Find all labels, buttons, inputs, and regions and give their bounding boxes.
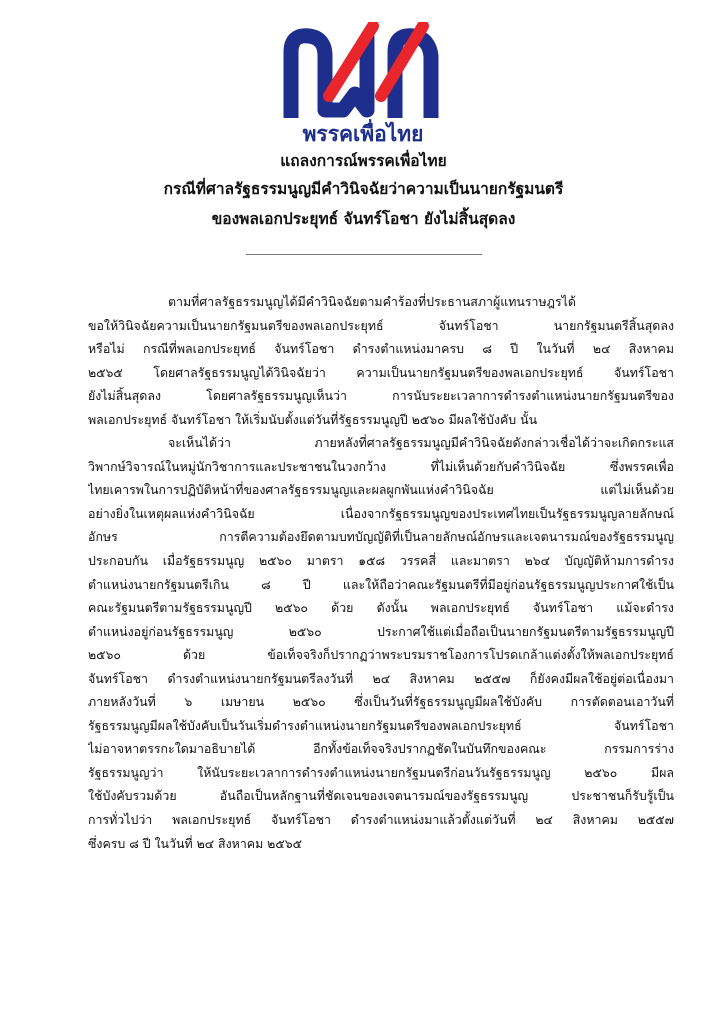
- body-line: อย่างยิ่งในเหตุผลแห่งคำวินิจฉัย เนื่องจากรัฐธรรมนูญของประเทศไทยเป็นรัฐธรรมนูญลายลักษณ์: [88, 505, 674, 521]
- party-name: พรรคเพื่อไทย: [302, 122, 424, 146]
- body-line: ไทยเคารพในการปฏิบัติหน้าที่ของศาลรัฐธรรมนูญและผลผูกพันแห่งคำวินิจฉัย แต่ไม่เห็นด้วย: [88, 482, 674, 498]
- body-line: การทั่วไปว่า พลเอกประยุทธ์ จันทร์โอชา ดำรงตำแหน่งมาแล้วตั้งแต่วันที่ ๒๔ สิงหาคม ๒๕๕๗: [88, 812, 674, 828]
- body-line: คณะรัฐมนตรีตามรัฐธรรมนูญปี ๒๕๖๐ ด้วย ดังนั้น พลเอกประยุทธ์ จันทร์โอชา แม้จะดำรง: [88, 600, 674, 616]
- body-line: หรือไม่ กรณีที่พลเอกประยุทธ์ จันทร์โอชา ดำรงตำแหน่งมาครบ ๘ ปี ในวันที่ ๒๔ สิงหาคม: [88, 341, 674, 357]
- body-line: ซึ่งครบ ๘ ปี ในวันที่ ๒๔ สิงหาคม ๒๕๖๕: [88, 835, 302, 851]
- body-line: ตำแหน่งอยู่ก่อนรัฐธรรมนูญ ๒๕๖๐ ประกาศใช้แต่เมื่อถือเป็นนายกรัฐมนตรีตามรัฐธรรมนูญปี: [88, 623, 674, 639]
- statement-subtitle-line-1: กรณีที่ศาลรัฐธรรมนูญมีคำวินิจฉัยว่าความเป็นนายกรัฐมนตรี: [163, 180, 564, 198]
- body-line: อักษร การตีความต้องยึดตามบทบัญญัติที่เป็นลายลักษณ์อักษรและเจตนารมณ์ของรัฐธรรมนูญ: [88, 529, 674, 545]
- divider: [246, 254, 482, 255]
- body-line: ๒๕๖๕ โดยศาลรัฐธรรมนูญได้วินิจฉัยว่า ความเป็นนายกรัฐมนตรีของพลเอกประยุทธ์ จันทร์โอชา: [88, 364, 674, 380]
- statement-body: [88, 290, 674, 855]
- body-line: พลเอกประยุทธ์ จันทร์โอชา ให้เริ่มนับตั้งแต่วันที่รัฐธรรมนูญปี ๒๕๖๐ มีผลใช้บังคับ นั้น: [88, 411, 538, 427]
- body-line: วิพากษ์วิจารณ์ในหมู่นักวิชาการและประชาชนในวงกว้าง ที่ไม่เห็นด้วยกับคำวินิจฉัย ซึ่งพรรคเพื่อ: [88, 458, 674, 474]
- body-line: รัฐธรรมนูญมีผลใช้บังคับเป็นวันเริ่มดำรงตำแหน่งนายกรัฐมนตรีของพลเอกประยุทธ์ จันทร์โอชา: [88, 717, 674, 733]
- body-line: ๒๕๖๐ ด้วย ข้อเท็จจริงก็ปรากฏว่าพระบรมราชโองการโปรดเกล้าแต่งตั้งให้พลเอกประยุทธ์: [88, 647, 674, 663]
- body-line: ประกอบกัน เมื่อรัฐธรรมนูญ ๒๕๖๐ มาตรา ๑๕๘ วรรคสี่ และมาตรา ๒๖๔ บัญญัติห้ามการดำรง: [88, 553, 674, 569]
- body-line: ตำแหน่งนายกรัฐมนตรีเกิน ๘ ปี และให้ถือว่าคณะรัฐมนตรีที่มีอยู่ก่อนรัฐธรรมนูญประกาศใช้เป็น: [88, 576, 674, 592]
- statement-subtitle-line-2: ของพลเอกประยุทธ์ จันทร์โอชา ยังไม่สิ้นสุดลง: [211, 210, 516, 228]
- body-line: ยังไม่สิ้นสุดลง โดยศาลรัฐธรรมนูญเห็นว่า การนับระยะเวลาการดำรงตำแหน่งนายกรัฐมนตรีของ: [88, 388, 674, 404]
- body-line: จะเห็นได้ว่า ภายหลังที่ศาลรัฐธรรมนูญมีคำวินิจฉัยดังกล่าวเชื่อได้ว่าจะเกิดกระแส: [168, 435, 674, 451]
- body-line: ภายหลังวันที่ ๖ เมษายน ๒๕๖๐ ซึ่งเป็นวันที่รัฐธรรมนูญมีผลใช้บังคับ การตัดตอนเอาวันที่: [88, 694, 674, 710]
- statement-title: แถลงการณ์พรรคเพื่อไทย: [280, 152, 447, 170]
- body-line: รัฐธรรมนูญว่า ให้นับระยะเวลาการดำรงตำแหน่งนายกรัฐมนตรีก่อนวันรัฐธรรมนูญ ๒๕๖๐ มีผล: [88, 764, 674, 780]
- body-line: ตามที่ศาลรัฐธรรมนูญได้มีคำวินิจฉัยตามคำร้องที่ประธานสภาผู้แทนราษฎรได้: [168, 294, 576, 309]
- pt-monogram-icon: [273, 22, 453, 118]
- body-line: จันทร์โอชา ดำรงตำแหน่งนายกรัฐมนตรีลงวันที่ ๒๔ สิงหาคม ๒๕๕๗ ก็ยังคงมีผลใช้อยู่ต่อเนื่องมา: [88, 670, 674, 686]
- body-line: ไม่อาจหาตรรกะใดมาอธิบายได้ อีกทั้งข้อเท็จจริงปรากฏชัดในบันทึกของคณะ กรรมการร่าง: [88, 741, 674, 757]
- body-line: ใช้บังคับรวมด้วย อันถือเป็นหลักฐานที่ชัดเจนของเจตนารมณ์ของรัฐธรรมนูญ ประชาชนก็รับรู้เป็น: [88, 788, 674, 804]
- body-line: ขอให้วินิจฉัยความเป็นนายกรัฐมนตรีของพลเอกประยุทธ์ จันทร์โอชา นายกรัฐมนตรีสิ้นสุดลง: [88, 317, 674, 333]
